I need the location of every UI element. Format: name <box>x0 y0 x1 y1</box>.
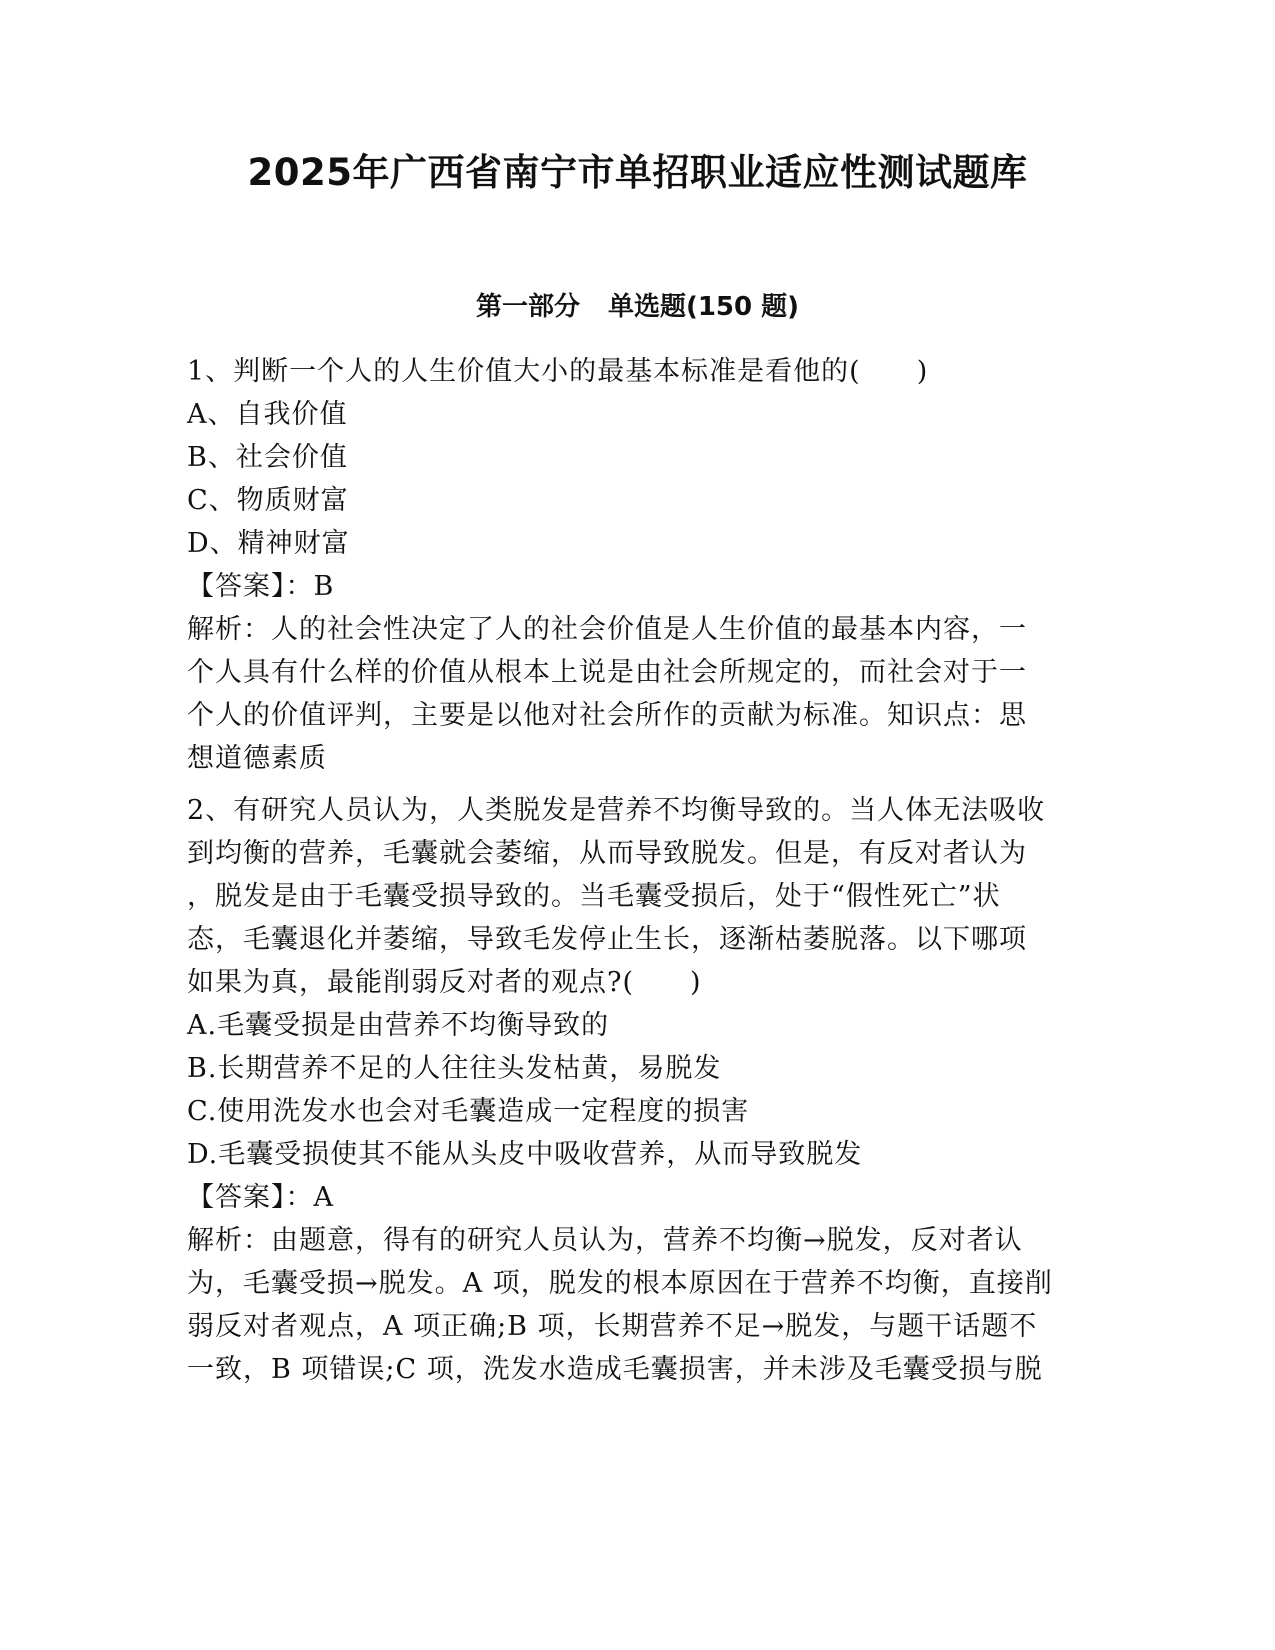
question-2-stem-line: 2、有研究人员认为，人类脱发是营养不均衡导致的。当人体无法吸收 <box>187 795 1046 826</box>
question-1-analysis-line: 个人具有什么样的价值从根本上说是由社会所规定的，而社会对于一 <box>187 657 1027 688</box>
question-2-stem-line: 如果为真，最能削弱反对者的观点?( ) <box>187 967 702 998</box>
question-1 <box>187 350 1087 780</box>
question-2-option-a: A.毛囊受损是由营养不均衡导致的 <box>187 1010 610 1041</box>
question-2-analysis-line: 解析：由题意，得有的研究人员认为，营养不均衡→脱发，反对者认 <box>187 1225 1023 1256</box>
question-2-analysis-line: 为，毛囊受损→脱发。A 项，脱发的根本原因在于营养不均衡，直接削 <box>187 1268 1053 1299</box>
question-1-option-d: D、精神财富 <box>187 528 350 559</box>
question-2-analysis-line: 一致，B 项错误;C 项，洗发水造成毛囊损害，并未涉及毛囊受损与脱 <box>187 1354 1043 1385</box>
question-1-option-b: B、社会价值 <box>187 442 348 473</box>
question-2-option-b: B.长期营养不足的人往往头发枯黄，易脱发 <box>187 1053 722 1084</box>
question-2 <box>187 789 1087 1391</box>
question-2-analysis-line: 弱反对者观点，A 项正确;B 项，长期营养不足→脱发，与题干话题不 <box>187 1311 1038 1342</box>
section-name: 第一部分 <box>475 292 580 322</box>
question-1-option-a: A、自我价值 <box>187 399 348 430</box>
question-1-stem: 1、判断一个人的人生价值大小的最基本标准是看他的( ) <box>187 356 929 387</box>
question-1-analysis-line: 想道德素质 <box>187 743 327 774</box>
section-subtitle: 单选题(150 题) <box>607 292 800 322</box>
question-2-answer: 【答案】：A <box>187 1182 334 1213</box>
section-heading <box>0 287 1275 327</box>
question-2-stem-line: ，脱发是由于毛囊受损导致的。当毛囊受损后，处于“假性死亡”状 <box>187 881 1001 912</box>
document-title: 2025年广西省南宁市单招职业适应性测试题库 <box>247 151 1028 194</box>
question-1-option-c: C、物质财富 <box>187 485 349 516</box>
question-2-stem-line: 到均衡的营养，毛囊就会萎缩，从而导致脱发。但是，有反对者认为 <box>187 838 1027 869</box>
question-1-analysis-line: 个人的价值评判，主要是以他对社会所作的贡献为标准。知识点：思 <box>187 700 1027 731</box>
question-2-stem-line: 态，毛囊退化并萎缩，导致毛发停止生长，逐渐枯萎脱落。以下哪项 <box>187 924 1027 955</box>
question-2-option-c: C.使用洗发水也会对毛囊造成一定程度的损害 <box>187 1096 750 1127</box>
question-2-option-d: D.毛囊受损使其不能从头皮中吸收营养，从而导致脱发 <box>187 1139 863 1170</box>
question-1-answer: 【答案】：B <box>187 571 335 602</box>
question-spacer <box>187 780 1087 789</box>
document-body <box>187 350 1087 1391</box>
question-1-analysis-line: 解析：人的社会性决定了人的社会价值是人生价值的最基本内容，一 <box>187 614 1027 645</box>
